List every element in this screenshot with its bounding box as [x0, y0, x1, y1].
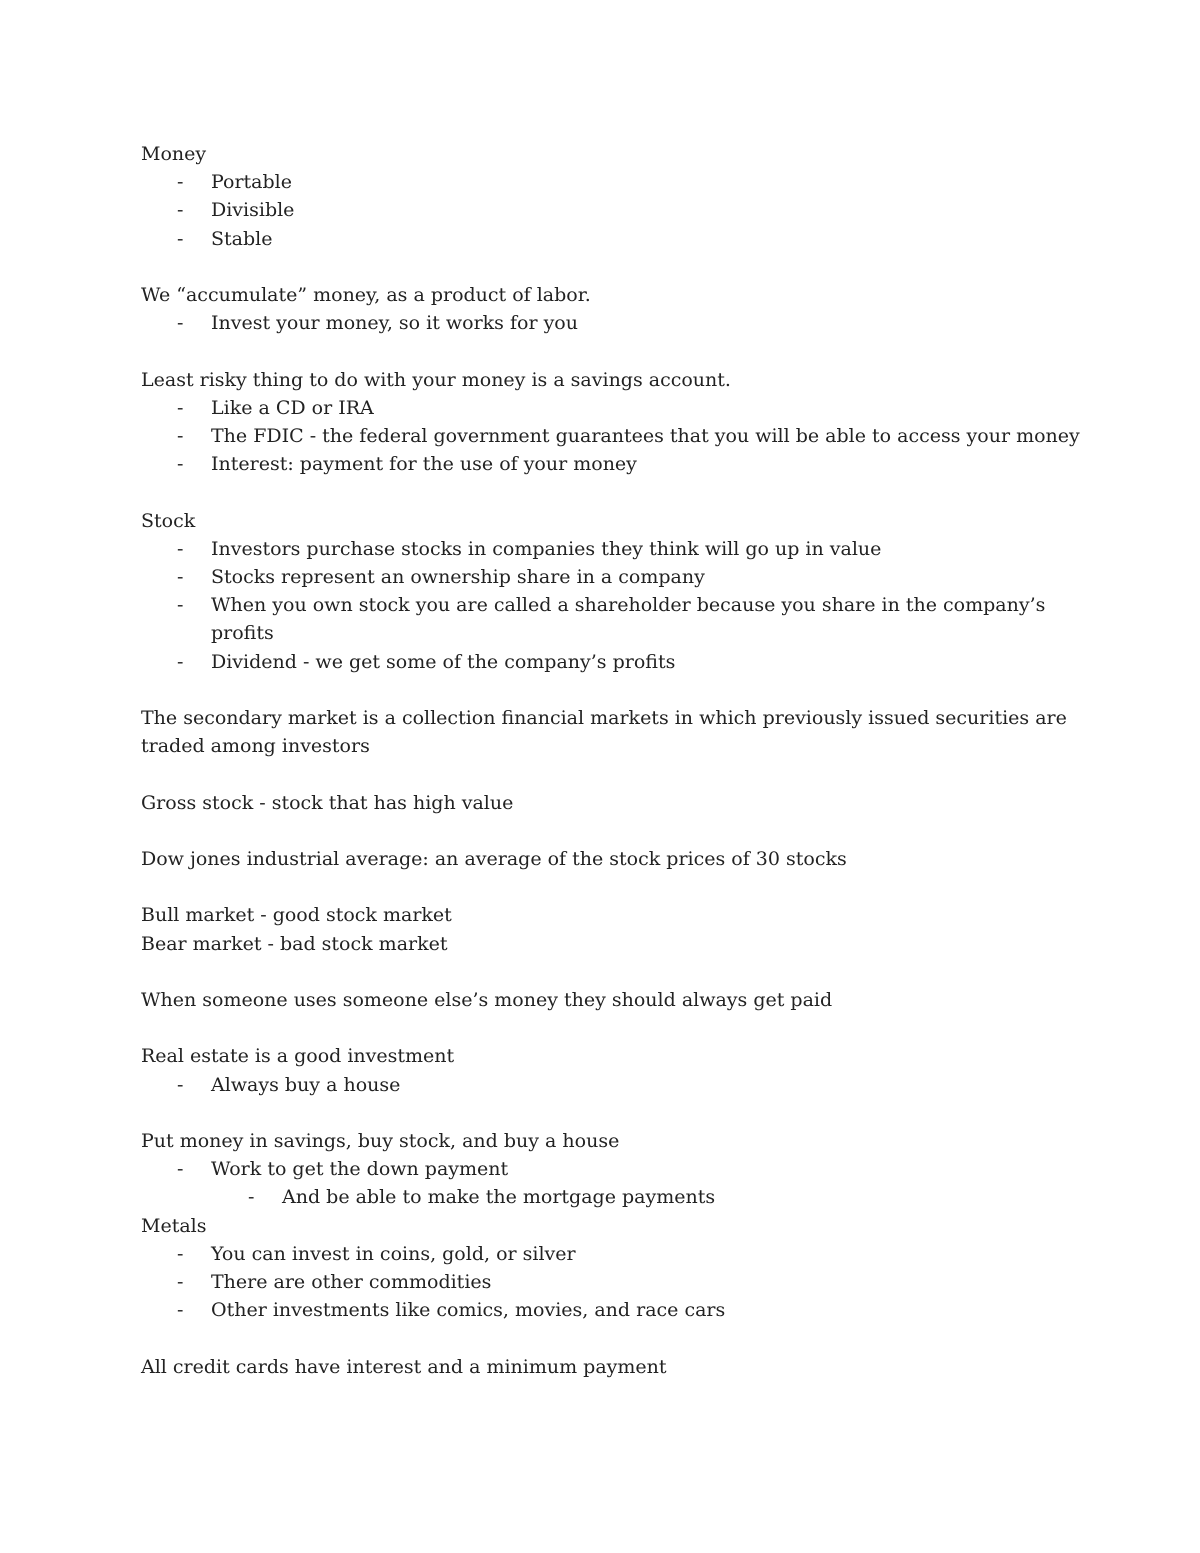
blank-line [141, 478, 1101, 506]
list-item-text: Portable [211, 171, 292, 194]
dash-bullet-icon: - [177, 425, 184, 447]
blank-line [141, 958, 1101, 986]
paragraph: Real estate is a good investment [141, 1045, 455, 1068]
list-item [141, 450, 1101, 478]
dash-bullet-icon: - [177, 396, 184, 419]
paragraph: We “accumulate” money, as a product of labor. [141, 284, 591, 306]
list-item-text: Invest your money, so it works for you [211, 312, 578, 335]
blank-line [141, 760, 1101, 788]
blank-line [141, 817, 1101, 845]
list-item [141, 1183, 1101, 1211]
list-item [141, 225, 1101, 253]
blank-line [141, 873, 1101, 901]
list-item-text: And be able to make the mortgage payments [282, 1186, 716, 1209]
list-item [141, 648, 1101, 676]
bullet-list [141, 394, 1101, 479]
dash-bullet-icon: - [177, 1299, 184, 1322]
bullet-list [141, 1071, 1101, 1099]
list-item-text: Interest: payment for the use of your money [211, 453, 637, 476]
dash-bullet-icon: - [177, 650, 184, 673]
paragraph: Metals [141, 1214, 207, 1237]
list-item-text: Always buy a house [211, 1073, 401, 1096]
list-item [141, 563, 1101, 591]
list-item [141, 1240, 1101, 1268]
paragraph: Dow jones industrial average: an average of the stock prices of 30 stocks [141, 847, 847, 870]
list-item [141, 1155, 1101, 1183]
bullet-list [141, 168, 1101, 253]
list-item [141, 422, 1101, 450]
bullet-list [141, 1240, 1101, 1325]
list-item [141, 1071, 1101, 1099]
list-item [141, 1268, 1101, 1296]
list-item-text: You can invest in coins, gold, or silver [211, 1242, 576, 1265]
dash-bullet-icon: - [177, 1242, 184, 1265]
dash-bullet-icon: - [177, 453, 184, 476]
list-item-text: The FDIC - the federal government guarantees that you will be able to access your money [211, 425, 1080, 447]
bullet-list [141, 1155, 1101, 1211]
blank-line [141, 1014, 1101, 1042]
list-item-text: When you own stock you are called a shareholder because you share in the company’s profits [211, 594, 1046, 645]
list-item-text: Work to get the down payment [211, 1158, 509, 1181]
paragraph: Least risky thing to do with your money is a savings account. [141, 368, 731, 391]
list-item-text: Stable [211, 227, 273, 250]
dash-bullet-icon: - [177, 1270, 184, 1293]
bullet-list [141, 309, 1101, 337]
blank-line [141, 1099, 1101, 1127]
list-item [141, 309, 1101, 337]
list-item-text: Other investments like comics, movies, and race cars [211, 1299, 726, 1322]
list-item [141, 591, 1101, 647]
paragraph: Bear market - bad stock market [141, 932, 448, 955]
list-item-text: Stocks represent an ownership share in a company [211, 566, 705, 588]
dash-bullet-icon: - [177, 227, 184, 250]
paragraph: When someone uses someone else’s money they should always get paid [141, 988, 833, 1011]
list-item-text: There are other commodities [211, 1270, 492, 1293]
list-item-text: Dividend - we get some of the company’s profits [211, 650, 676, 673]
dash-bullet-icon: - [248, 1186, 255, 1209]
dash-bullet-icon: - [177, 537, 184, 560]
dash-bullet-icon: - [177, 594, 184, 617]
paragraph: Stock [141, 509, 196, 532]
blank-line [141, 1324, 1101, 1352]
paragraph: Bull market - good stock market [141, 904, 452, 927]
dash-bullet-icon: - [177, 1073, 184, 1096]
list-item [141, 196, 1101, 224]
paragraph: The secondary market is a collection financial markets in which previously issued securities are traded among investors [141, 707, 1067, 758]
list-item [141, 1296, 1101, 1324]
dash-bullet-icon: - [177, 1158, 184, 1181]
blank-line [141, 253, 1101, 281]
document-body [141, 140, 1101, 1381]
list-item [141, 394, 1101, 422]
dash-bullet-icon: - [177, 199, 184, 222]
blank-line [141, 676, 1101, 704]
list-item-text: Divisible [211, 199, 295, 222]
paragraph: Gross stock - stock that has high value [141, 791, 514, 814]
bullet-list [141, 535, 1101, 676]
list-item [141, 535, 1101, 563]
list-item-text: Investors purchase stocks in companies they think will go up in value [211, 537, 882, 560]
dash-bullet-icon: - [177, 171, 184, 194]
paragraph: All credit cards have interest and a minimum payment [141, 1355, 667, 1378]
paragraph: Money [141, 143, 207, 165]
dash-bullet-icon: - [177, 312, 184, 335]
list-item [141, 168, 1101, 196]
paragraph: Put money in savings, buy stock, and buy a house [141, 1129, 620, 1152]
list-item-text: Like a CD or IRA [211, 396, 374, 419]
blank-line [141, 337, 1101, 365]
dash-bullet-icon: - [177, 566, 184, 588]
